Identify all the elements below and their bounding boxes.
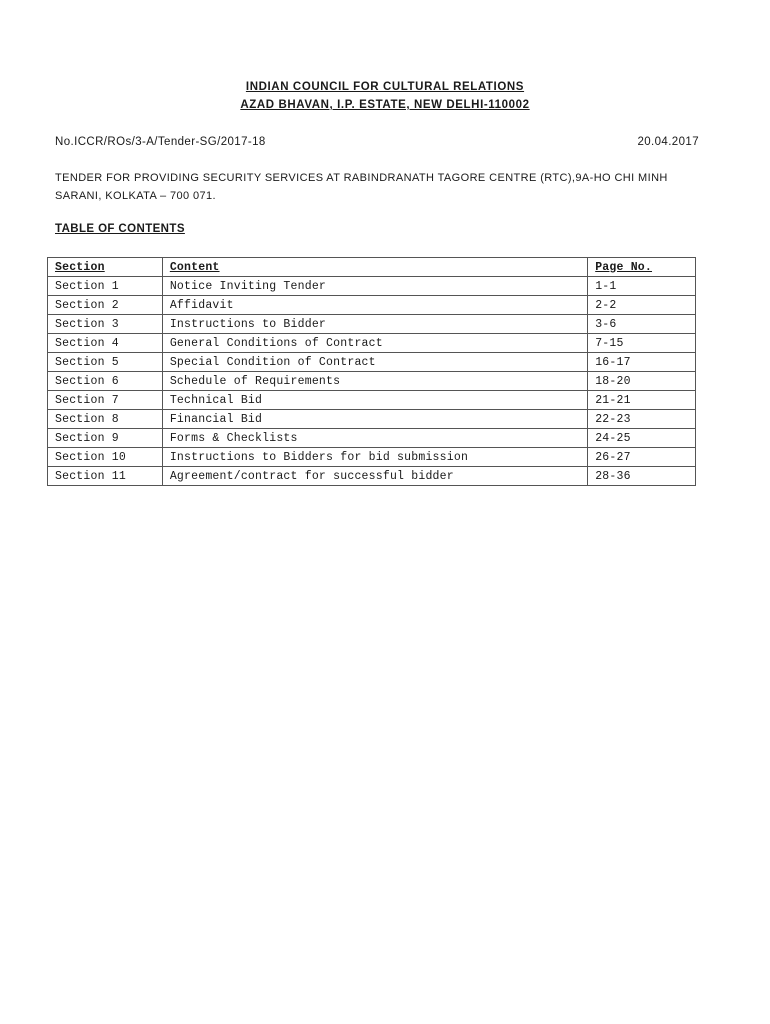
table-row	[48, 296, 696, 315]
row-page: 24-25	[588, 429, 696, 448]
table-row	[48, 410, 696, 429]
row-page: 3-6	[588, 315, 696, 334]
row-content: Financial Bid	[162, 410, 587, 429]
toc-header-page	[588, 258, 696, 277]
table-row	[48, 353, 696, 372]
toc-header-row	[48, 258, 696, 277]
organization-name: INDIAN COUNCIL FOR CULTURAL RELATIONS	[245, 81, 525, 93]
row-page: 16-17	[588, 353, 696, 372]
toc-title: TABLE OF CONTENTS	[55, 223, 185, 235]
toc-header-page-label: Page No.	[595, 260, 653, 274]
row-content: Agreement/contract for successful bidder	[162, 467, 587, 486]
toc-header-section	[48, 258, 163, 277]
toc-header-content-label: Content	[169, 260, 220, 274]
reference-number: No.ICCR/ROs/3-A/Tender-SG/2017-18	[55, 136, 266, 148]
row-page: 21-21	[588, 391, 696, 410]
row-section: Section 9	[48, 429, 163, 448]
table-row	[48, 277, 696, 296]
row-section: Section 4	[48, 334, 163, 353]
row-section: Section 5	[48, 353, 163, 372]
row-page: 26-27	[588, 448, 696, 467]
row-section: Section 1	[48, 277, 163, 296]
row-content: Schedule of Requirements	[162, 372, 587, 391]
row-content: Special Condition of Contract	[162, 353, 587, 372]
row-content: Notice Inviting Tender	[162, 277, 587, 296]
row-content: General Conditions of Contract	[162, 334, 587, 353]
row-section: Section 11	[48, 467, 163, 486]
toc-header-section-label: Section	[55, 260, 105, 274]
organization-address: AZAD BHAVAN, I.P. ESTATE, NEW DELHI-110002	[240, 99, 530, 111]
row-section: Section 7	[48, 391, 163, 410]
row-content: Instructions to Bidders for bid submission	[162, 448, 587, 467]
table-of-contents	[47, 257, 696, 486]
row-content: Affidavit	[162, 296, 587, 315]
row-page: 28-36	[588, 467, 696, 486]
table-row	[48, 334, 696, 353]
row-section: Section 6	[48, 372, 163, 391]
toc-header-content	[162, 258, 587, 277]
table-row	[48, 391, 696, 410]
row-content: Technical Bid	[162, 391, 587, 410]
row-page: 18-20	[588, 372, 696, 391]
row-page: 7-15	[588, 334, 696, 353]
table-row	[48, 448, 696, 467]
tender-subject: TENDER FOR PROVIDING SECURITY SERVICES AT RABINDRANATH TAGORE CENTRE (RTC),9A-HO CHI MINH SARANI, KOLKATA – 700 071.	[55, 172, 668, 202]
table-row	[48, 372, 696, 391]
reference-date: 20.04.2017	[637, 136, 699, 148]
row-section: Section 3	[48, 315, 163, 334]
row-page: 1-1	[588, 277, 696, 296]
row-section: Section 8	[48, 410, 163, 429]
row-content: Instructions to Bidder	[162, 315, 587, 334]
table-row	[48, 429, 696, 448]
row-page: 22-23	[588, 410, 696, 429]
row-section: Section 2	[48, 296, 163, 315]
row-page: 2-2	[588, 296, 696, 315]
table-row	[48, 467, 696, 486]
row-content: Forms & Checklists	[162, 429, 587, 448]
table-row	[48, 315, 696, 334]
row-section: Section 10	[48, 448, 163, 467]
